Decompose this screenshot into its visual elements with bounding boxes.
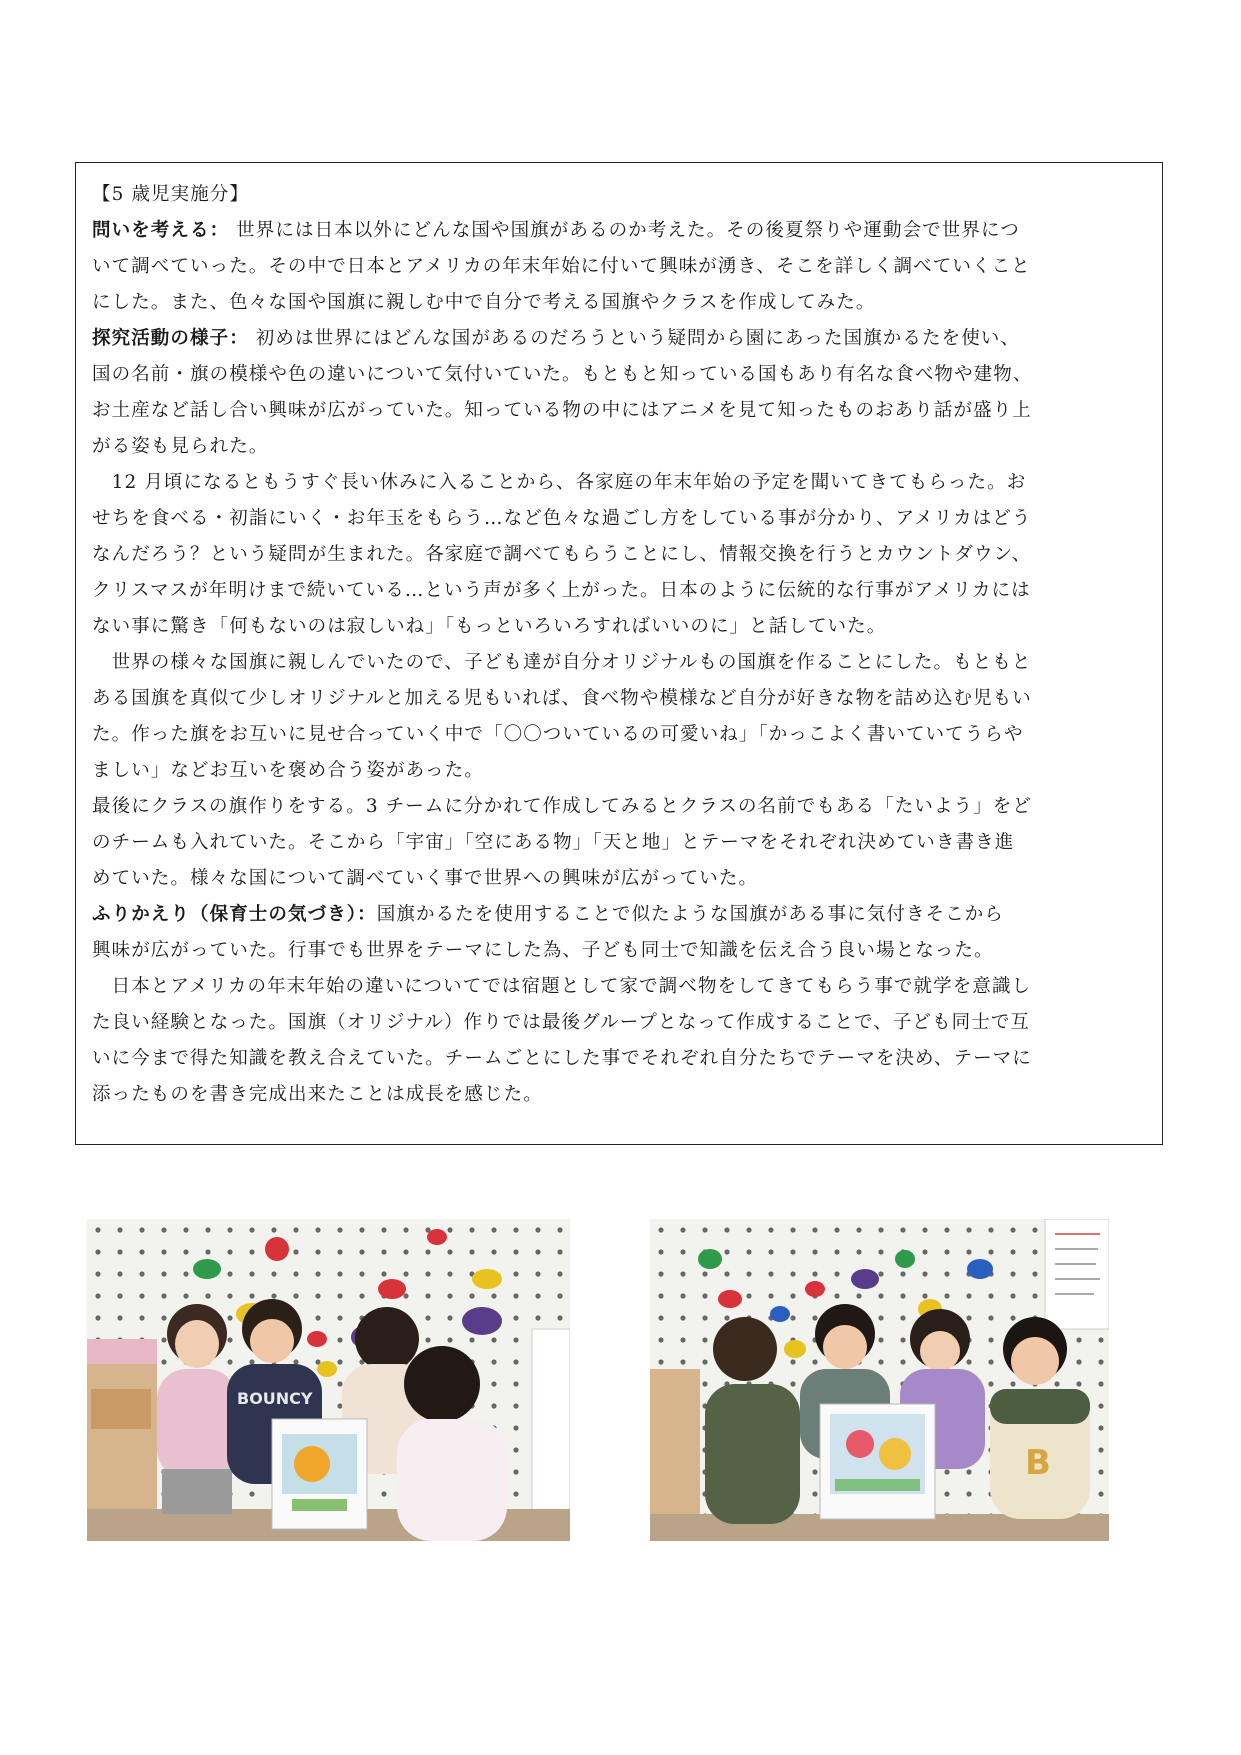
activity-line-4: がる姿も見られた。 xyxy=(92,436,269,457)
reflection-line-1 xyxy=(92,897,1148,933)
reflection-line-3: 日本とアメリカの年末年始の違いについてでは宿題として家で調べ物をしてきてもらう事で就学を意識し xyxy=(92,976,1032,997)
photo-children-flag-left xyxy=(87,1219,570,1541)
activity-line-8: クリスマスが年明けまで続いている…という声が多く上がった。日本のように伝統的な行事がアメリカには xyxy=(92,580,1031,601)
question-heading: 問いを考える： xyxy=(92,220,230,241)
reflection-text: 国旗かるたを使用することで似たような国旗がある事に気付きそこから xyxy=(376,904,1004,925)
right-shirt-text: B xyxy=(1025,1443,1051,1483)
activity-line-7: なんだろう？という疑問が生まれた。各家庭で調べてもらうことにし、情報交換を行うとカウントダウン、 xyxy=(92,544,1032,565)
activity-heading: 探究活動の様子： xyxy=(92,328,249,349)
activity-line-16: めていた。様々な国について調べていく事で世界への興味が広がっていた。 xyxy=(92,868,759,889)
reflection-line-5: いに今まで得た知識を教え合えていた。チームごとにした事でそれぞれ自分たちでテーマを決め、テーマに xyxy=(92,1048,1032,1069)
question-line-2: いて調べていった。その中で日本とアメリカの年末年始に付いて興味が湧き、そこを詳しく調べていくこと xyxy=(92,256,1031,277)
activity-line-13: ましい」などお互いを褒め合う姿があった。 xyxy=(92,760,484,781)
activity-line-12: た。作った旗をお互いに見せ合っていく中で「〇〇ついているの可愛いね」「かっこよく書いていてうらや xyxy=(92,724,1024,745)
photo-left-illustration xyxy=(87,1219,570,1541)
activity-line-1 xyxy=(92,321,1148,357)
activity-line-3: お土産など話し合い興味が広がっていた。知っている物の中にはアニメを見て知ったものおあり話が盛り上 xyxy=(92,400,1032,421)
report-box xyxy=(75,162,1163,1145)
activity-line-15: のチームも入れていた。そこから「宇宙」「空にある物」「天と地」とテーマをそれぞれ決めていき書き進 xyxy=(92,832,1015,853)
activity-line-2: 国の名前・旗の模様や色の違いについて気付いていた。もともと知っている国もあり有名な食べ物や建物、 xyxy=(92,364,1033,385)
photo-children-flag-right xyxy=(650,1219,1109,1541)
question-line-1 xyxy=(92,213,1148,249)
activity-line-6: せちを食べる・初詣にいく・お年玉をもらう…など色々な過ごし方をしている事が分かり、アメリカはどう xyxy=(92,508,1032,529)
reflection-line-2: 興味が広がっていた。行事でも世界をテーマにした為、子ども同士で知識を伝え合う良い場となった。 xyxy=(92,940,994,961)
activity-text: 初めは世界にはどんな国があるのだろうという疑問から園にあった国旗かるたを使い、 xyxy=(248,328,1021,349)
photo-right-illustration xyxy=(650,1219,1109,1541)
activity-line-14: 最後にクラスの旗作りをする。3 チームに分かれて作成してみるとクラスの名前でもある「たいよう」をど xyxy=(92,796,1032,817)
left-shirt-text: BOUNCY xyxy=(237,1389,313,1408)
activity-line-9: ない事に驚き「何もないのは寂しいね」「もっといろいろすればいいのに」と話していた。 xyxy=(92,616,887,637)
reflection-heading: ふりかえり（保育士の気づき）： xyxy=(92,904,377,925)
activity-line-11: ある国旗を真似て少しオリジナルと加える児もいれば、食べ物や模様など自分が好きな物を詰め込む児もい xyxy=(92,688,1032,709)
reflection-line-6: 添ったものを書き完成出来たことは成長を感じた。 xyxy=(92,1084,543,1105)
question-text: 世界には日本以外にどんな国や国旗があるのか考えた。その後夏祭りや運動会で世界につ xyxy=(229,220,1020,241)
question-line-3: にした。また、色々な国や国旗に親しむ中で自分で考える国旗やクラスを作成してみた。 xyxy=(92,292,876,313)
activity-line-10: 世界の様々な国旗に親しんでいたので、子ども達が自分オリジナルもの国旗を作ることにした。もともと xyxy=(92,652,1032,673)
reflection-line-4: た良い経験となった。国旗（オリジナル）作りでは最後グループとなって作成することで、子ども同士で互 xyxy=(92,1012,1031,1033)
section-title: 【5 歳児実施分】 xyxy=(92,184,250,205)
activity-line-5: 12 月頃になるともうすぐ長い休みに入ることから、各家庭の年末年始の予定を聞いてきてもらった。お xyxy=(92,472,1027,493)
